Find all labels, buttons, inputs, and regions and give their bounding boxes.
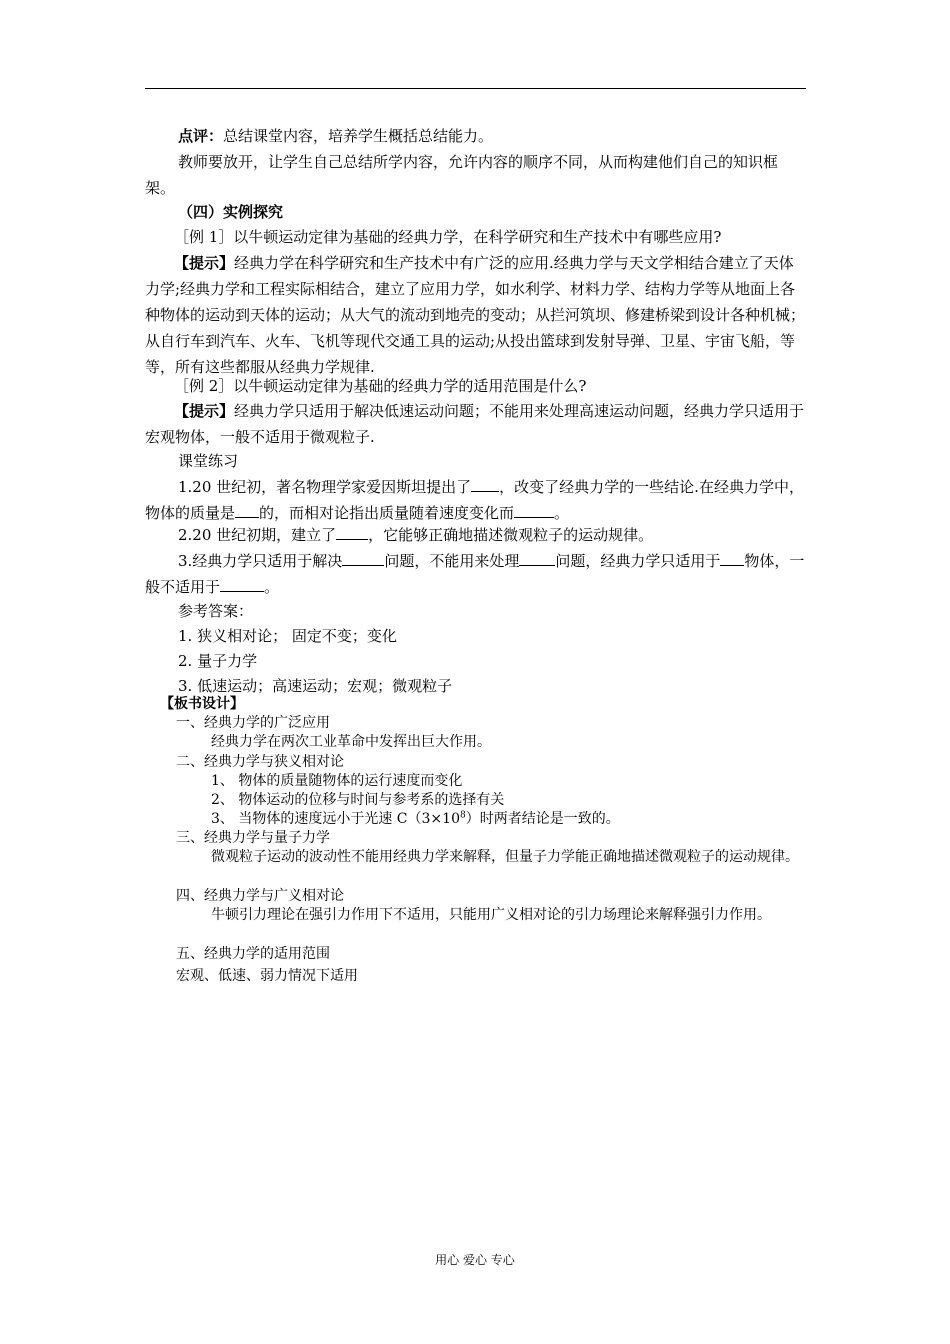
answer-blank: [471, 475, 499, 492]
answer-item: 1. 狭义相对论； 固定不变；变化: [178, 627, 397, 645]
answer-item: 3. 低速运动；高速运动；宏观；微观粒子: [178, 677, 453, 695]
speed-condition-tail: ）时两者结论是一致的。: [465, 811, 620, 827]
review-text: 总结课堂内容，培养学生概括总结能力。: [223, 127, 494, 145]
example1-hint: [145, 250, 806, 380]
q3-text-e: 。: [264, 578, 280, 596]
answer-item: 2. 量子力学: [178, 652, 258, 670]
board-section-4-text: 牛顿引力理论在强引力作用下不适用，只能用广义相对论的引力场理论来解释强引力作用。: [211, 907, 771, 923]
board-section-2-item: 1、 物体的质量随物体的运行速度而变化: [211, 773, 463, 789]
question-3: [145, 548, 806, 600]
example2-question: ［例 2］以牛顿运动定律为基础的经典力学的适用范围是什么?: [174, 377, 587, 395]
answer-blank: [514, 501, 554, 518]
answers-title: 参考答案：: [178, 602, 254, 620]
board-section-1: 一、经典力学的广泛应用: [176, 715, 330, 731]
answer-blank: [235, 501, 259, 518]
teacher-note: 教师要放开，让学生自己总结所学内容，允许内容的顺序不同，从而构建他们自己的知识框架。: [145, 153, 779, 197]
board-section-4: 四、经典力学与广义相对论: [176, 888, 344, 904]
review-paragraph: [145, 123, 806, 149]
board-section-2-item: 2、 物体运动的位移与时间与参考系的选择有关: [211, 792, 505, 808]
review-label: 点评：: [178, 127, 224, 145]
exponent: 8: [459, 810, 466, 821]
example2-hint: [145, 398, 806, 450]
answer-blank: [220, 575, 264, 592]
q1-text-c: 的，而相对论指出质量随着速度变化而: [259, 504, 515, 522]
q1-text-a: 1.20 世纪初，著名物理学家爱因斯坦提出了: [178, 478, 472, 496]
board-section-2-item: [211, 810, 845, 829]
question-2: [145, 522, 806, 548]
example1-question: ［例 1］以牛顿运动定律为基础的经典力学，在科学研究和生产技术中有哪些应用?: [174, 228, 722, 246]
board-section-1-text: 经典力学在两次工业革命中发挥出巨大作用。: [211, 734, 491, 750]
board-section-5: 五、经典力学的适用范围: [176, 946, 330, 962]
q1-text-d: 。: [554, 504, 570, 522]
q3-text-b: 问题，不能用来处理: [384, 552, 520, 570]
q3-text-a: 3.经典力学只适用于解决: [178, 552, 343, 570]
board-section-3: 三、经典力学与量子力学: [176, 830, 330, 846]
question-1: [145, 474, 806, 526]
q1-text-b: ，改变了经典力学的一些结论.在经典力学中，物体的质量是: [145, 478, 804, 522]
q2-text-a: 2.20 世纪初期，建立了: [178, 526, 337, 544]
board-title: 【板书设计】: [160, 696, 244, 712]
answer-blank: [342, 549, 384, 566]
example2-hint-label: 【提示】: [174, 402, 235, 420]
board-section-5-text: 宏观、低速、弱力情况下适用: [176, 968, 358, 984]
example1-hint-label: 【提示】: [174, 254, 235, 272]
example2-hint-text: 经典力学只适用于解决低速运动问题；不能用来处理高速运动问题，经典力学只适用于宏观物体，一般不适用于微观粒子.: [145, 402, 805, 446]
page-footer: 用心 爱心 专心: [435, 1253, 515, 1267]
speed-condition-text: 3、 当物体的速度远小于光速 C（3×10: [211, 811, 460, 827]
answer-blank: [336, 523, 368, 540]
answer-blank: [519, 549, 555, 566]
board-section-3-text: 微观粒子运动的波动性不能用经典力学来解释，但量子力学能正确地描述微观粒子的运动规律。: [211, 849, 799, 865]
q2-text-b: ，它能够正确地描述微观粒子的运动规律。: [368, 526, 654, 544]
section4-title: （四）实例探究: [178, 203, 284, 221]
board-section-2: 二、经典力学与狭义相对论: [176, 754, 344, 770]
example1-hint-text: 经典力学在科学研究和生产技术中有广泛的应用.经典力学与天文学相结合建立了天体力学;经典力学和工程实际相结合，建立了应用力学，如水利学、材料力学、结构力学等从地面上各种物体的运动到天体的运动；从大气的流动到地壳的变动；从拦河筑坝、修建桥梁到设计各种机械；从自行车到汽车、火车、飞机等现代交通工具的运动;从投出篮球到发射导弹、卫星、宇宙飞船，等等，所有这些都服从经典力学规律.: [145, 254, 806, 376]
answer-blank: [720, 549, 744, 566]
q3-text-c: 问题，经典力学只适用于: [555, 552, 721, 570]
header-rule: [145, 88, 806, 89]
q3-text-d: 物体，一般不适用于: [145, 552, 805, 596]
practice-title: 课堂练习: [178, 452, 239, 470]
